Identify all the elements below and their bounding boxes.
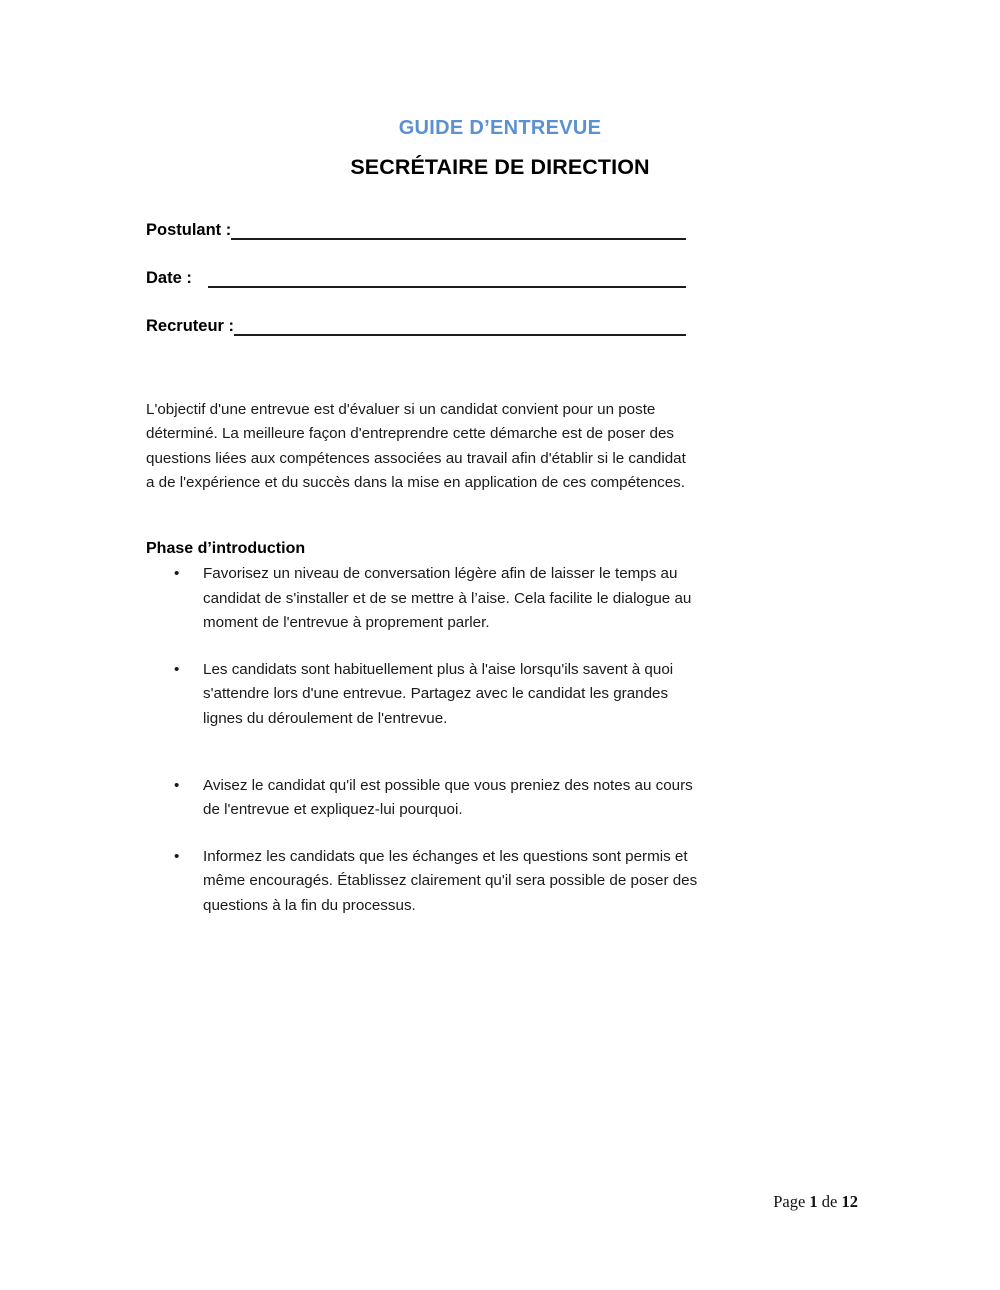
field-label-postulant: Postulant : xyxy=(146,221,232,239)
field-row-recruteur xyxy=(146,308,686,336)
footer-current-page: 1 xyxy=(809,1192,818,1211)
list-item xyxy=(146,845,706,919)
list-item xyxy=(146,774,706,823)
bullet-marker-icon: • xyxy=(174,660,180,678)
intro-paragraph: L'objectif d'une entrevue est d'évaluer si un candidat convient pour un poste déterminé. La meilleure façon d'entreprendre cette démarche est de poser des questions liées aux compétences associées au travail afin d'établir si le candidat a de l'expérience et du succès dans la mise en application de ces compétences. xyxy=(146,401,686,492)
list-item-text: Avisez le candidat qu'il est possible que vous preniez des notes au cours de l'entrevue et expliquez-lui pourquoi. xyxy=(203,776,693,819)
bullet-list xyxy=(146,562,706,919)
field-input-recruteur[interactable] xyxy=(234,316,686,336)
bullet-marker-icon: • xyxy=(174,776,180,794)
list-item-text: Favorisez un niveau de conversation légère afin de laisser le temps au candidat de s'installer et de se mettre à l’aise. Cela facilite le dialogue au moment de l'entrevue à proprement parler. xyxy=(203,565,692,632)
page-footer xyxy=(773,1192,858,1212)
section-heading-phase-introduction: Phase d’introduction xyxy=(146,540,306,557)
field-label-recruteur: Recruteur : xyxy=(146,317,235,335)
list-item-text: Les candidats sont habituellement plus à l'aise lorsqu'ils savent à quoi s'attendre lors d'une entrevue. Partagez avec le candidat les grandes lignes du déroulement de l'entrevue. xyxy=(203,660,674,727)
list-item xyxy=(146,658,706,732)
field-input-date[interactable] xyxy=(208,268,686,288)
field-row-postulant xyxy=(146,212,686,240)
field-row-date xyxy=(146,260,686,288)
field-label-date: Date : xyxy=(146,269,197,287)
bullet-marker-icon: • xyxy=(174,565,180,582)
footer-separator: de xyxy=(817,1192,842,1211)
list-item xyxy=(146,562,706,636)
footer-total-pages: 12 xyxy=(841,1192,858,1211)
document-title-secondary: SECRÉTAIRE DE DIRECTION xyxy=(350,155,650,179)
form-fields xyxy=(146,212,686,356)
document-title-primary: GUIDE D’ENTREVUE xyxy=(398,117,602,139)
field-input-postulant[interactable] xyxy=(231,220,686,240)
footer-prefix: Page xyxy=(773,1192,810,1211)
bullet-marker-icon: • xyxy=(174,847,180,865)
list-item-text: Informez les candidats que les échanges et les questions sont permis et même encouragés. Établissez clairement qu'il sera possible de poser des questions à la fin du processus. xyxy=(203,847,698,914)
document-title-block xyxy=(0,116,1000,180)
